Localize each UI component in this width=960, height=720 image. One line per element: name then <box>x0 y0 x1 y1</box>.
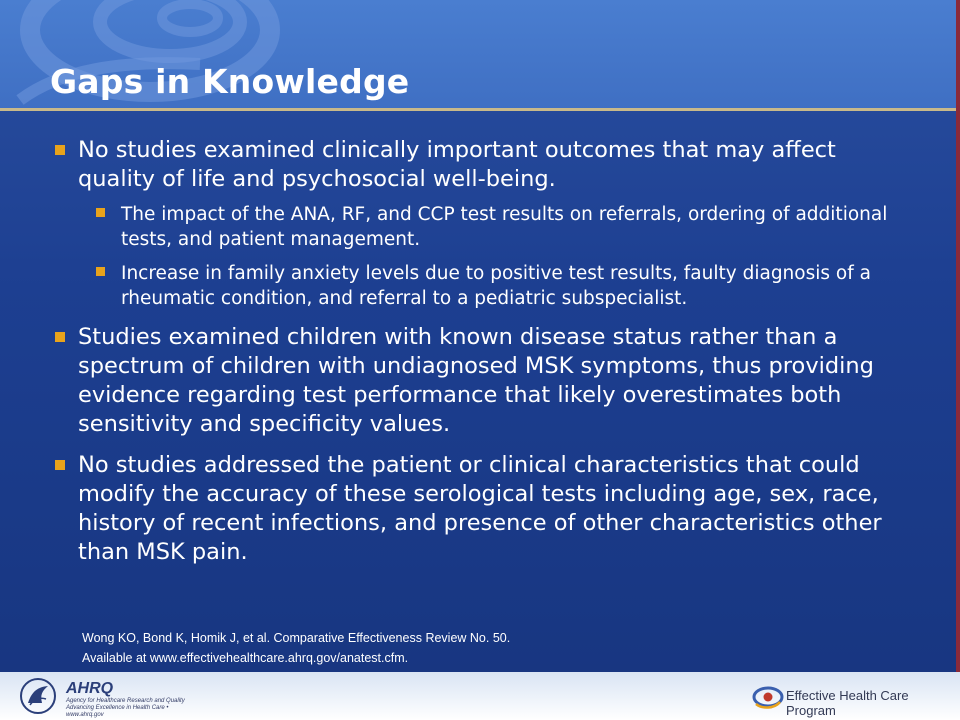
square-bullet-icon <box>96 208 105 217</box>
slide-edge-accent <box>956 0 960 720</box>
bullet-text: Studies examined children with known disease status rather than a spectrum of children with undiagnosed MSK symptoms, thus providing evidence regarding test performance that likely overestimates both sensitivity and specificity values. <box>78 324 874 437</box>
square-bullet-icon <box>96 267 105 276</box>
slide-title: Gaps in Knowledge <box>50 62 410 101</box>
sub-bullet-item <box>52 261 912 311</box>
bullet-item <box>52 136 912 194</box>
citation-line: Wong KO, Bond K, Homik J, et al. Comparative Effectiveness Review No. 50. <box>82 631 511 645</box>
bullet-text: No studies examined clinically important outcomes that may affect quality of life and psychosocial well-being. <box>78 137 836 192</box>
bullet-list <box>52 136 912 575</box>
square-bullet-icon <box>55 332 65 342</box>
sub-bullet-text: The impact of the ANA, RF, and CCP test results on referrals, ordering of additional tests, and patient management. <box>121 204 888 250</box>
square-bullet-icon <box>55 145 65 155</box>
ahrq-logo <box>62 678 202 718</box>
hhs-eagle-icon <box>18 677 58 715</box>
program-label: Effective Health Care Program <box>786 688 909 718</box>
effective-health-care-icon <box>752 682 784 712</box>
ahrq-wordmark: AHRQ <box>66 680 114 697</box>
square-bullet-icon <box>55 460 65 470</box>
ahrq-tagline: Agency for Healthcare Research and Quality Advancing Excellence in Health Care • www.ahrq.gov <box>66 698 185 718</box>
bullet-item <box>52 323 912 439</box>
bullet-item <box>52 451 912 567</box>
sub-bullet-text: Increase in family anxiety levels due to positive test results, faulty diagnosis of a rheumatic condition, and referral to a pediatric subspecialist. <box>121 263 871 309</box>
citation <box>82 628 510 668</box>
bullet-text: No studies addressed the patient or clinical characteristics that could modify the accuracy of these serological tests including age, sex, race, history of recent infections, and presence of other characteristics other than MSK pain. <box>78 452 882 565</box>
title-divider <box>0 108 960 111</box>
citation-url-line: Available at www.effectivehealthcare.ahrq.gov/anatest.cfm. <box>82 651 409 665</box>
sub-bullet-item <box>52 202 912 252</box>
